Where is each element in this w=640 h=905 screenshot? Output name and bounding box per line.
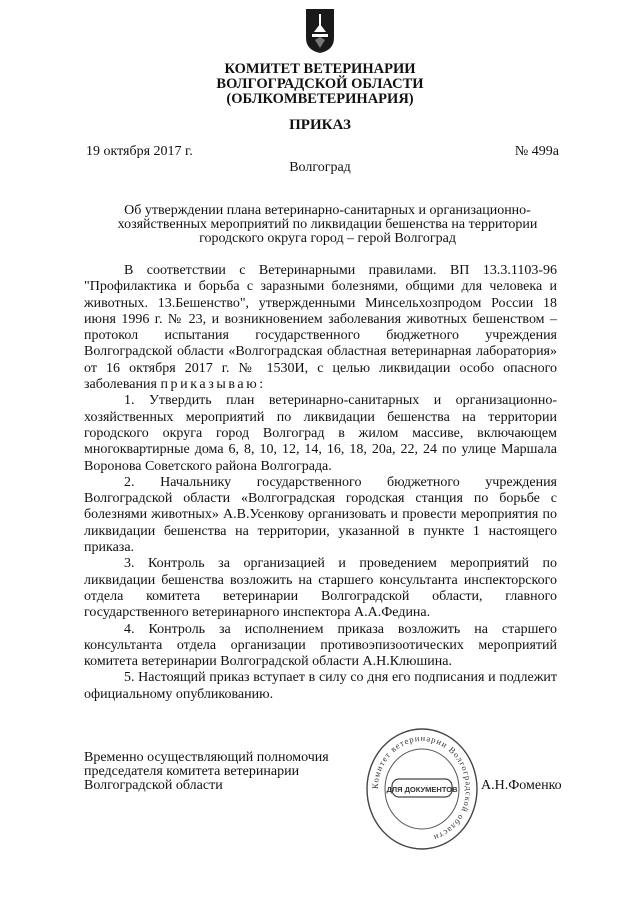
document-body xyxy=(84,263,557,703)
org-line-2: ВОЛГОГРАДСКОЙ ОБЛАСТИ xyxy=(216,76,424,92)
signatory-line-3: Волгоградской области xyxy=(84,778,223,793)
stamp-outer-text: Комитет ветеринарии Волгоградской области xyxy=(369,732,475,844)
document-subject: Об утверждении плана ветеринарно-санитарных и организационно-хозяйственных мероприятий по ликвидации бешенства на территории городского округа город – герой Волгоград xyxy=(117,203,538,246)
preamble-paragraph xyxy=(84,263,557,393)
order-item-2: 2. Начальнику государственного бюджетного учреждения Волгоградской области «Волгоградская городская станция по борьбе с болезнями животных» А.В.Усенкову организовать и провести мероприятия по ликвидации бешенства на территории, указанной в пункте 1 настоящего приказа. xyxy=(84,474,557,556)
official-stamp xyxy=(365,726,479,852)
order-item-4: 4. Контроль за исполнением приказа возложить на старшего консультанта отдела организации противоэпизоотических мероприятий комитета ветеринарии Волгоградской области А.Н.Клюшина. xyxy=(84,621,557,670)
preamble-text: В соответствии с Ветеринарными правилами. ВП 13.3.1103-96 "Профилактика и борьба с заразными болезнями, общими для человека и животных. 13.Бешенство", утвержденными Минсельхозпродом России 18 июня 1996 г. № 23, и возникновением заболевания животных бешенством – протокол испытания государственного бюджетного учреждения Волгоградской области «Волгоградская областная ветеринарная лаборатория» от 16 октября 2017 г. № 1530И, с целью ликвидации особо опасного заболевания xyxy=(84,263,557,393)
signatory-position xyxy=(84,751,364,793)
org-line-3: (ОБЛКОМВЕТЕРИНАРИЯ) xyxy=(226,91,414,107)
signatory-line-2: председателя комитета ветеринарии xyxy=(84,764,300,779)
stamp-inner-text: ДЛЯ ДОКУМЕНТОВ xyxy=(386,785,458,794)
document-number: № 499а xyxy=(514,144,559,159)
order-item-1: 1. Утвердить план ветеринарно-санитарных и организационно-хозяйственных мероприятий по ликвидации бешенства на территории городского округа город Волгоград в жилом массиве, включающем многоквартирные дома 6, 8, 10, 12, 14, 16, 18, 20а, 22, 24 по улице Маршала Воронова Советского района Волгограда. xyxy=(84,393,557,474)
document-date: 19 октября 2017 г. xyxy=(86,144,193,159)
org-line-1: КОМИТЕТ ВЕТЕРИНАРИИ xyxy=(224,61,416,77)
order-item-3: 3. Контроль за организацией и проведением мероприятий по ликвидации бешенства возложить на старшего консультанта инспекторского отдела комитета ветеринарии Волгоградской области, главного государственного ветеринарного инспектора А.А.Федина. xyxy=(84,556,557,621)
signatory-line-1: Временно осуществляющий полномочия xyxy=(84,750,329,765)
signatory-name: А.Н.Фоменко xyxy=(481,778,562,793)
coat-of-arms-icon xyxy=(305,8,335,54)
order-keyword: приказываю: xyxy=(160,377,266,393)
organization-name xyxy=(0,62,640,107)
document-type: ПРИКАЗ xyxy=(289,117,351,133)
document-city: Волгоград xyxy=(289,160,351,175)
order-item-5: 5. Настоящий приказ вступает в силу со дня его подписания и подлежит официальному опубликованию. xyxy=(84,670,557,702)
